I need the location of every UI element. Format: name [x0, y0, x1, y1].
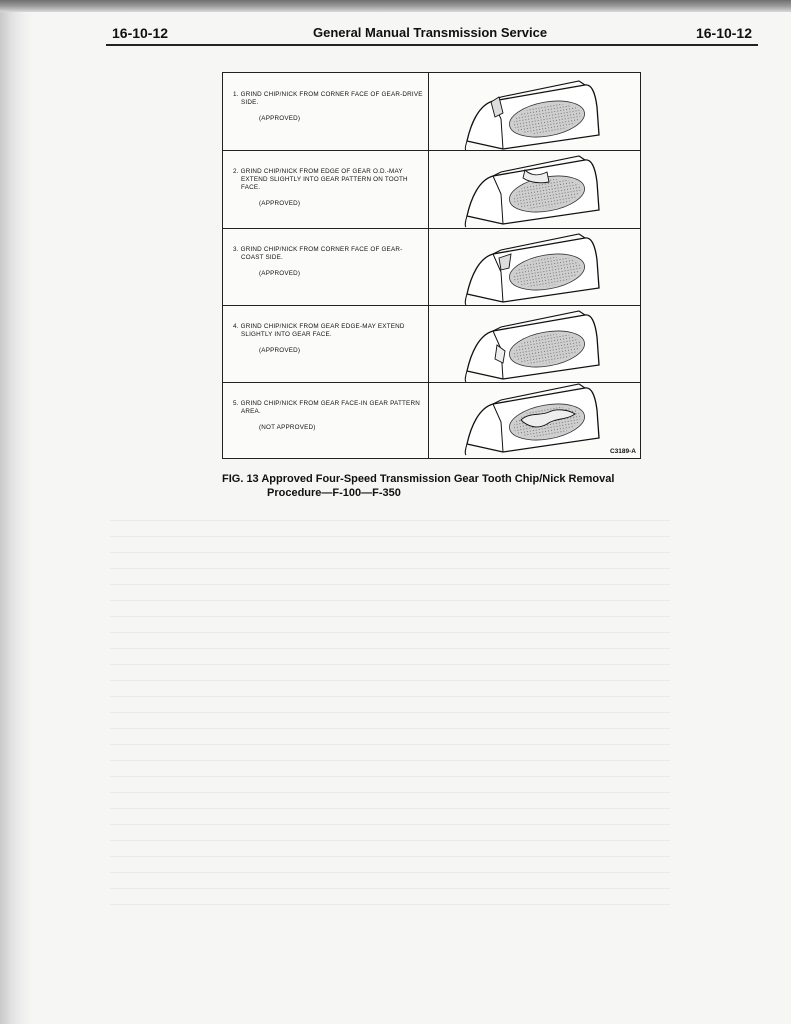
- binding-shadow: [0, 0, 34, 1024]
- figure-row-5: [223, 382, 640, 458]
- gear-tooth-illustration-4: [429, 305, 640, 382]
- gear-tooth-illustration-1: [429, 73, 640, 150]
- row-4-text: [233, 323, 423, 355]
- row-5-status: (NOT APPROVED): [259, 424, 316, 431]
- scan-top-edge: [0, 0, 791, 12]
- row-3-text: [233, 246, 423, 278]
- figure-row-1: [223, 73, 640, 151]
- gear-tooth-illustration-5: [429, 382, 640, 458]
- figure-row-2: [223, 150, 640, 229]
- figure-row-3: [223, 228, 640, 306]
- row-4-step: 4. GRIND CHIP/NICK FROM GEAR EDGE-MAY EXTEND SLIGHTLY INTO GEAR FACE.: [233, 323, 405, 338]
- row-2-step: 2. GRIND CHIP/NICK FROM EDGE OF GEAR O.D.-MAY EXTEND SLIGHTLY INTO GEAR PATTERN ON TOOTH FACE.: [233, 168, 408, 191]
- row-1-step: 1. GRIND CHIP/NICK FROM CORNER FACE OF GEAR-DRIVE SIDE.: [233, 91, 423, 106]
- row-5-illustration: [429, 382, 640, 458]
- bleed-through-text: [110, 520, 670, 920]
- figure-code: C3189-A: [609, 448, 636, 455]
- row-3-illustration: [429, 228, 640, 305]
- row-2-illustration: [429, 150, 640, 228]
- figure-row-4: [223, 305, 640, 383]
- gear-tooth-illustration-3: [429, 228, 640, 305]
- row-1-illustration: [429, 73, 640, 150]
- row-4-status: (APPROVED): [259, 347, 301, 354]
- row-2-status: (APPROVED): [259, 200, 301, 207]
- header-rule: [106, 44, 758, 46]
- row-4-illustration: [429, 305, 640, 382]
- gear-tooth-illustration-2: [429, 150, 640, 228]
- row-3-step: 3. GRIND CHIP/NICK FROM CORNER FACE OF GEAR-COAST SIDE.: [233, 246, 403, 261]
- caption-line-1: FIG. 13 Approved Four-Speed Transmission Gear Tooth Chip/Nick Removal: [222, 473, 615, 485]
- caption-line-2: Procedure—F-100—F-350: [267, 487, 401, 499]
- page-title: General Manual Transmission Service: [313, 25, 548, 40]
- row-2-text: [233, 168, 423, 208]
- row-1-status: (APPROVED): [259, 115, 301, 122]
- page-header: [112, 24, 752, 42]
- figure-caption: [222, 472, 662, 500]
- page-number-right: 16-10-12: [695, 25, 752, 41]
- row-3-status: (APPROVED): [259, 270, 301, 277]
- figure-13-table: [222, 72, 641, 459]
- row-5-text: [233, 400, 423, 432]
- page-number-left: 16-10-12: [112, 25, 169, 41]
- row-5-step: 5. GRIND CHIP/NICK FROM GEAR FACE-IN GEAR PATTERN AREA.: [233, 400, 420, 415]
- row-1-text: [233, 91, 423, 123]
